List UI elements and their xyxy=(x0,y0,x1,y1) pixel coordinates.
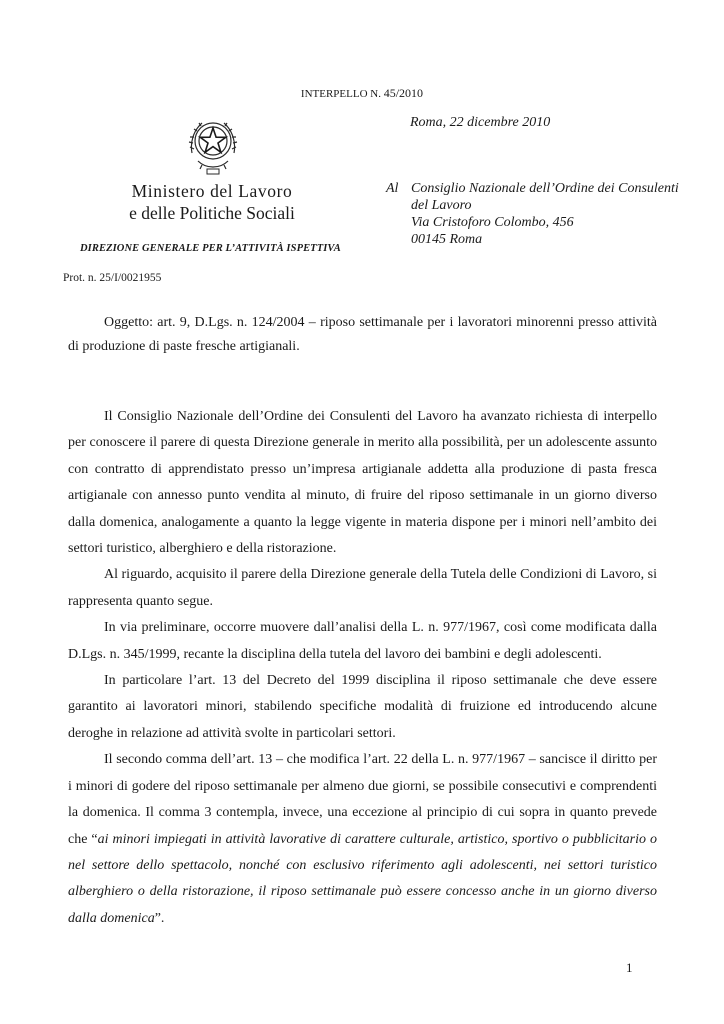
paragraph-text-end: ”. xyxy=(154,910,165,926)
protocol-number: Prot. n. 25/I/0021955 xyxy=(63,272,162,284)
paragraph: Il Consiglio Nazionale dell’Ordine dei Consulenti del Lavoro ha avanzato richiesta di interpello per conoscere il parere di questa Direzione generale in merito alla possibilità, per un adolescente assunto con contratto di apprendistato presso un’impresa artigianale addetta alla produzione di pasta fresca artigianale con annesso punto vendita al minuto, di fruire del riposo settimanale in un giorno diverso dalla domenica, analogamente a quanto la legge vigente in materia dispone per i minori nell’ambito dei settori turistico, alberghiero e della ristorazione. xyxy=(68,409,657,557)
paragraph: Al riguardo, acquisito il parere della Direzione generale della Tutela delle Condizioni di Lavoro, si rappresenta quanto segue. xyxy=(68,567,657,609)
ministry-name xyxy=(92,180,332,224)
paragraph: In via preliminare, occorre muovere dall’analisi della L. n. 977/1967, così come modificata dalla D.Lgs. n. 345/1999, recante la disciplina della tutela del lavoro dei bambini e degli adolescenti. xyxy=(68,620,657,662)
paragraph xyxy=(68,747,657,932)
interpello-label: INTERPELLO N. xyxy=(300,88,381,100)
recipient-line: Consiglio Nazionale dell’Ordine dei Consulenti xyxy=(411,181,679,196)
recipient-prefix: Al xyxy=(386,181,399,196)
page-number: 1 xyxy=(626,960,633,975)
document-date: Roma, 22 dicembre 2010 xyxy=(410,115,551,130)
subject-line: Oggetto: art. 9, D.Lgs. n. 124/2004 – riposo settimanale per i lavoratori minorenni presso attività di produzione di paste fresche artigianali. xyxy=(68,315,657,354)
ministry-line-2: e delle Politiche Sociali xyxy=(129,203,295,223)
direzione-generale: DIREZIONE GENERALE PER L’ATTIVITÀ ISPETTIVA xyxy=(80,243,341,254)
republic-emblem-icon xyxy=(184,113,242,177)
paragraph: In particolare l’art. 13 del Decreto del 1999 disciplina il riposo settimanale che deve essere garantito ai lavoratori minori, stabilendo specifiche modalità di fruizione ed introducendo alcune deroghe in relazione ad attività svolte in particolari settori. xyxy=(68,673,657,741)
body-text xyxy=(68,404,657,932)
paragraph-text: Il secondo comma dell’art. 13 – che modifica l’art. 22 della L. n. 977/1967 – sancisce il diritto per i minori di godere del riposo settimanale per almeno due giorni, se possibile consecutivi e comprendenti la domenica. Il comma 3 contempla, invece, una eccezione al principio di cui sopra in quanto prevede che “ xyxy=(68,752,657,847)
recipient-line: Via Cristoforo Colombo, 456 xyxy=(411,215,574,230)
interpello-number: 45/2010 xyxy=(383,86,424,100)
interpello-header xyxy=(0,86,724,101)
recipient-line: del Lavoro xyxy=(411,198,472,213)
ministry-line-1: Ministero del Lavoro xyxy=(131,181,293,201)
recipient-line: 00145 Roma xyxy=(411,232,483,247)
quoted-law-text: ai minori impiegati in attività lavorative di carattere culturale, artistico, sportivo o pubblicitario o nel settore dello spettacolo, nonché con esclusivo riferimento agli adolescenti, nei settori turistico alberghiero o della ristorazione, il riposo settimanale può essere concesso anche in un giorno diverso dalla domenica xyxy=(68,831,657,926)
